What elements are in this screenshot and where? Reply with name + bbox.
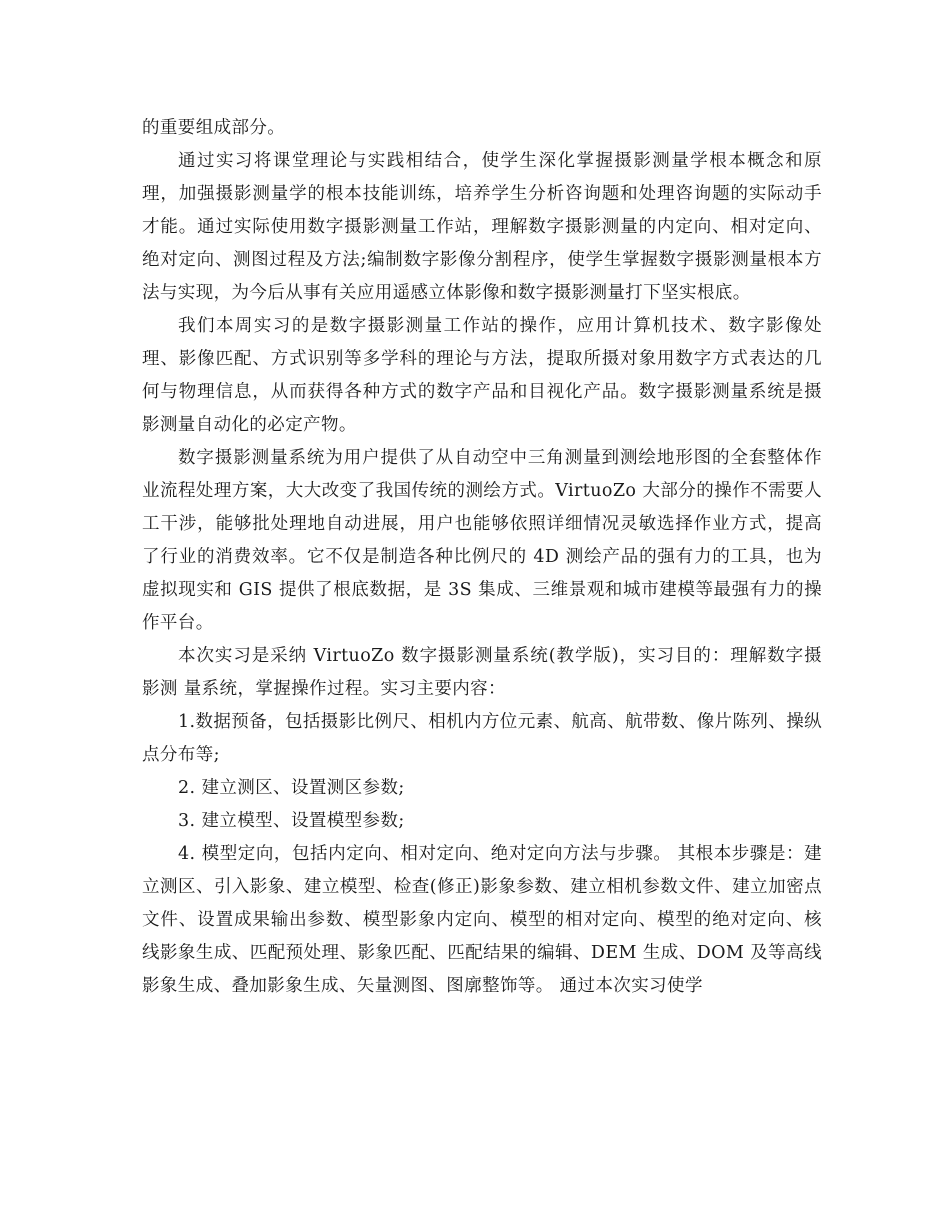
document-body [142, 112, 822, 1003]
paragraph-4: 数字摄影测量系统为用户提供了从自动空中三角测量到测绘地形图的全套整体作业流程处理方案，大大改变了我国传统的测绘方式。VirtuoZo 大部分的操作不需要人工干涉，能够批处理地自动进展，用户也能够依照详细情况灵敏选择作业方式，提高了行业的消费效率。它不仅是制造各种比例尺的 4D 测绘产品的强有力的工具，也为虚拟现实和 GIS 提供了根底数据，是 3S 集成、三维景观和城市建模等最强有力的操作平台。 [142, 448, 822, 633]
paragraph-1: 的重要组成部分。 [142, 118, 286, 138]
paragraph-2: 通过实习将课堂理论与实践相结合，使学生深化掌握摄影测量学根本概念和原理，加强摄影测量学的根本技能训练，培养学生分析咨询题和处理咨询题的实际动手才能。通过实际使用数字摄影测量工作站，理解数字摄影测量的内定向、相对定向、绝对定向、测图过程及方法;编制数字影像分割程序，使学生掌握数字摄影测量根本方法与实现，为今后从事有关应用遥感立体影像和数字摄影测量打下坚实根底。 [142, 151, 822, 303]
list-item-3: 3. 建立模型、设置模型参数; [178, 811, 405, 831]
list-item-2: 2. 建立测区、设置测区参数; [178, 778, 405, 798]
paragraph-3: 我们本周实习的是数字摄影测量工作站的操作，应用计算机技术、数字影像处理、影像匹配、方式识别等多学科的理论与方法，提取所摄对象用数字方式表达的几何与物理信息，从而获得各种方式的数字产品和目视化产品。数字摄影测量系统是摄影测量自动化的必定产物。 [142, 316, 822, 435]
list-item-1: 1.数据预备，包括摄影比例尺、相机内方位元素、航高、航带数、像片陈列、操纵点分布等; [142, 712, 822, 765]
paragraph-5: 本次实习是采纳 VirtuoZo 数字摄影测量系统(教学版)，实习目的：理解数字摄影测 量系统，掌握操作过程。实习主要内容： [142, 646, 822, 699]
list-item-4: 4. 模型定向，包括内定向、相对定向、绝对定向方法与步骤。 其根本步骤是：建立测区、引入影象、建立模型、检查(修正)影象参数、建立相机参数文件、建立加密点文件、设置成果输出参数、模型影象内定向、模型的相对定向、模型的绝对定向、核线影象生成、匹配预处理、影象匹配、匹配结果的编辑、DEM 生成、DOM 及等高线影象生成、叠加影象生成、矢量测图、图廓整饰等。 通过本次实习使学 [142, 844, 822, 996]
